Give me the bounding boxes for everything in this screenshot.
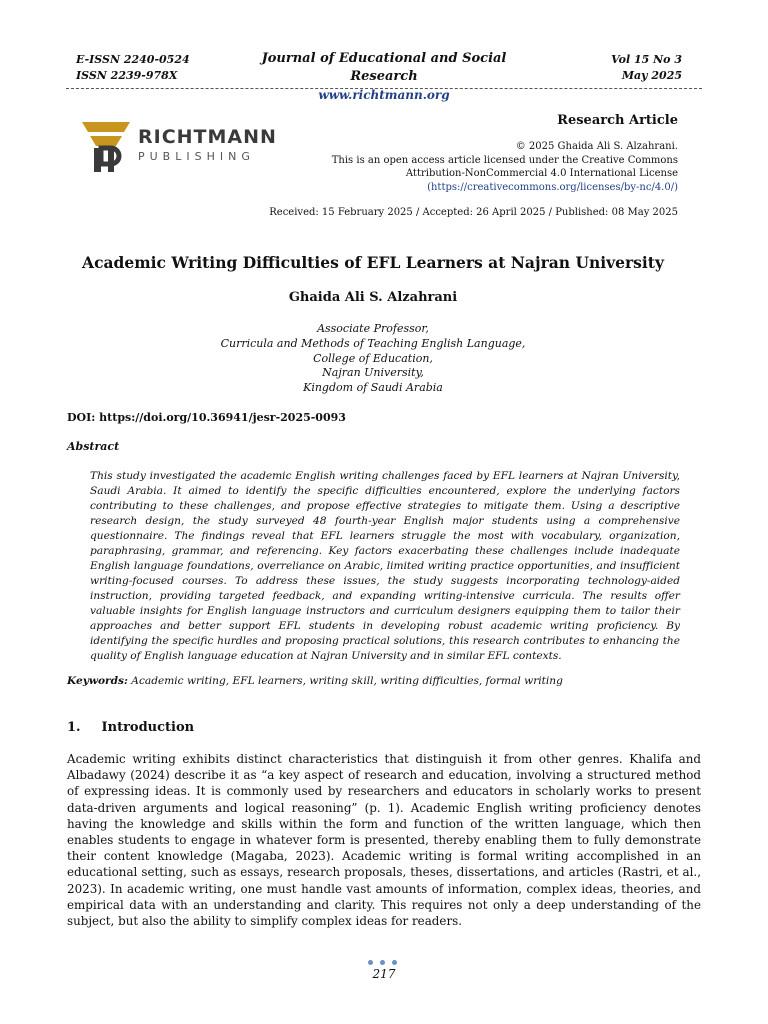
copyright-line: © 2025 Ghaida Ali S. Alzahrani. bbox=[515, 141, 678, 152]
richtmann-logo bbox=[80, 118, 277, 176]
abstract-text: This study investigated the academic English writing challenges faced by EFL learners at Najran University, Saudi Arabia. It aimed to identify the specific difficulties encountered, explore the underlying factors contributing to these challenges, and propose effective strategies to mitigate them. Using a descriptive research design, the study surveyed 48 fourth-year English major students using a comprehensive questionnaire. The findings reveal that EFL learners struggle the most with vocabulary, organization, paraphrasing, grammar, and referencing. Key factors exacerbating these challenges include inadequate English language foundations, overreliance on Arabic, limited writing practice opportunities, and insufficient writing-focused courses. To address these issues, the study suggests incorporating technology-aided instruction, providing targeted feedback, and expanding writing-intensive curricula. The results offer valuable insights for English language instructors and curriculum designers equipping them to tailor their approaches and better support EFL students in developing robust academic writing proficiency. By identifying the specific hurdles and proposing practical solutions, this research contributes to enhancing the quality of English language education at Najran University and in similar EFL contexts. bbox=[90, 470, 680, 662]
volume: Vol 15 No 3 bbox=[611, 53, 682, 66]
dot-icon bbox=[392, 960, 397, 965]
journal-url[interactable]: www.richtmann.org bbox=[318, 88, 450, 102]
dot-icon bbox=[380, 960, 385, 965]
header-divider bbox=[66, 88, 702, 89]
article-type: Research Article bbox=[557, 113, 678, 128]
section-heading bbox=[67, 720, 194, 735]
affiliation-line: Associate Professor, bbox=[317, 322, 429, 335]
logo-brand: RICHTMANN bbox=[138, 126, 277, 148]
dot-icon bbox=[368, 960, 373, 965]
publisher-emblem-icon bbox=[80, 118, 132, 176]
eissn: E-ISSN 2240-0524 bbox=[76, 53, 190, 66]
affiliation-line: College of Education, bbox=[313, 351, 433, 365]
affiliation-line: Curricula and Methods of Teaching English Language, bbox=[220, 336, 526, 350]
affiliation-line: Najran University, bbox=[322, 366, 424, 380]
section-title: Introduction bbox=[101, 720, 195, 735]
paper-title: Academic Writing Difficulties of EFL Learners at Najran University bbox=[82, 253, 664, 272]
volume-block bbox=[611, 52, 682, 84]
license-name: Attribution-NonCommercial 4.0 International License bbox=[405, 168, 678, 179]
issue-date: May 2025 bbox=[621, 69, 682, 82]
affiliation bbox=[150, 322, 596, 396]
section-number: 1. bbox=[67, 720, 81, 735]
license-block bbox=[248, 140, 678, 194]
keywords-list: Academic writing, EFL learners, writing skill, writing difficulties, formal writing bbox=[131, 675, 563, 687]
keywords bbox=[67, 675, 563, 687]
logo-sub: PUBLISHING bbox=[138, 150, 255, 163]
keywords-label: Keywords: bbox=[67, 675, 128, 687]
license-line: This is an open access article licensed under the Creative Commons bbox=[331, 154, 678, 166]
publication-dates: Received: 15 February 2025 / Accepted: 26 April 2025 / Published: 08 May 2025 bbox=[269, 207, 678, 218]
body-paragraph: Academic writing exhibits distinct characteristics that distinguish it from other genres. Khalifa and Albadawy (2024) describe it as “a key aspect of research and education, involving a structured method of expressing ideas. It is commonly used by researchers and educators in scholarly works to present data-driven arguments and logical reasoning” (p. 1). Academic English writing proficiency denotes having the knowledge and skills within the form and function of the written language, which then enables students to engage in whatever form is presented, thereby enabling them to fully demonstrate their content knowledge (Magaba, 2023). Academic writing is formal writing accomplished in an educational setting, such as essays, research proposals, theses, dissertations, and articles (Rastri, et al., 2023). In academic writing, one must handle vast amounts of information, complex ideas, theories, and empirical data with an understanding and clarity. This requires not only a deep understanding of the subject, but also the ability to simplify complex ideas for readers. bbox=[67, 752, 701, 929]
page-number: 217 bbox=[372, 967, 396, 981]
issn: ISSN 2239-978X bbox=[76, 69, 178, 82]
issn-block bbox=[76, 52, 190, 84]
license-link[interactable]: (https://creativecommons.org/licenses/by-nc/4.0/) bbox=[427, 181, 678, 193]
author-name: Ghaida Ali S. Alzahrani bbox=[288, 290, 458, 305]
abstract-heading: Abstract bbox=[67, 440, 120, 453]
journal-header bbox=[234, 50, 534, 104]
journal-title: Journal of Educational and Social Research bbox=[261, 51, 507, 84]
doi-link[interactable]: DOI: https://doi.org/10.36941/jesr-2025-0093 bbox=[67, 411, 346, 424]
affiliation-line: Kingdom of Saudi Arabia bbox=[303, 381, 443, 395]
